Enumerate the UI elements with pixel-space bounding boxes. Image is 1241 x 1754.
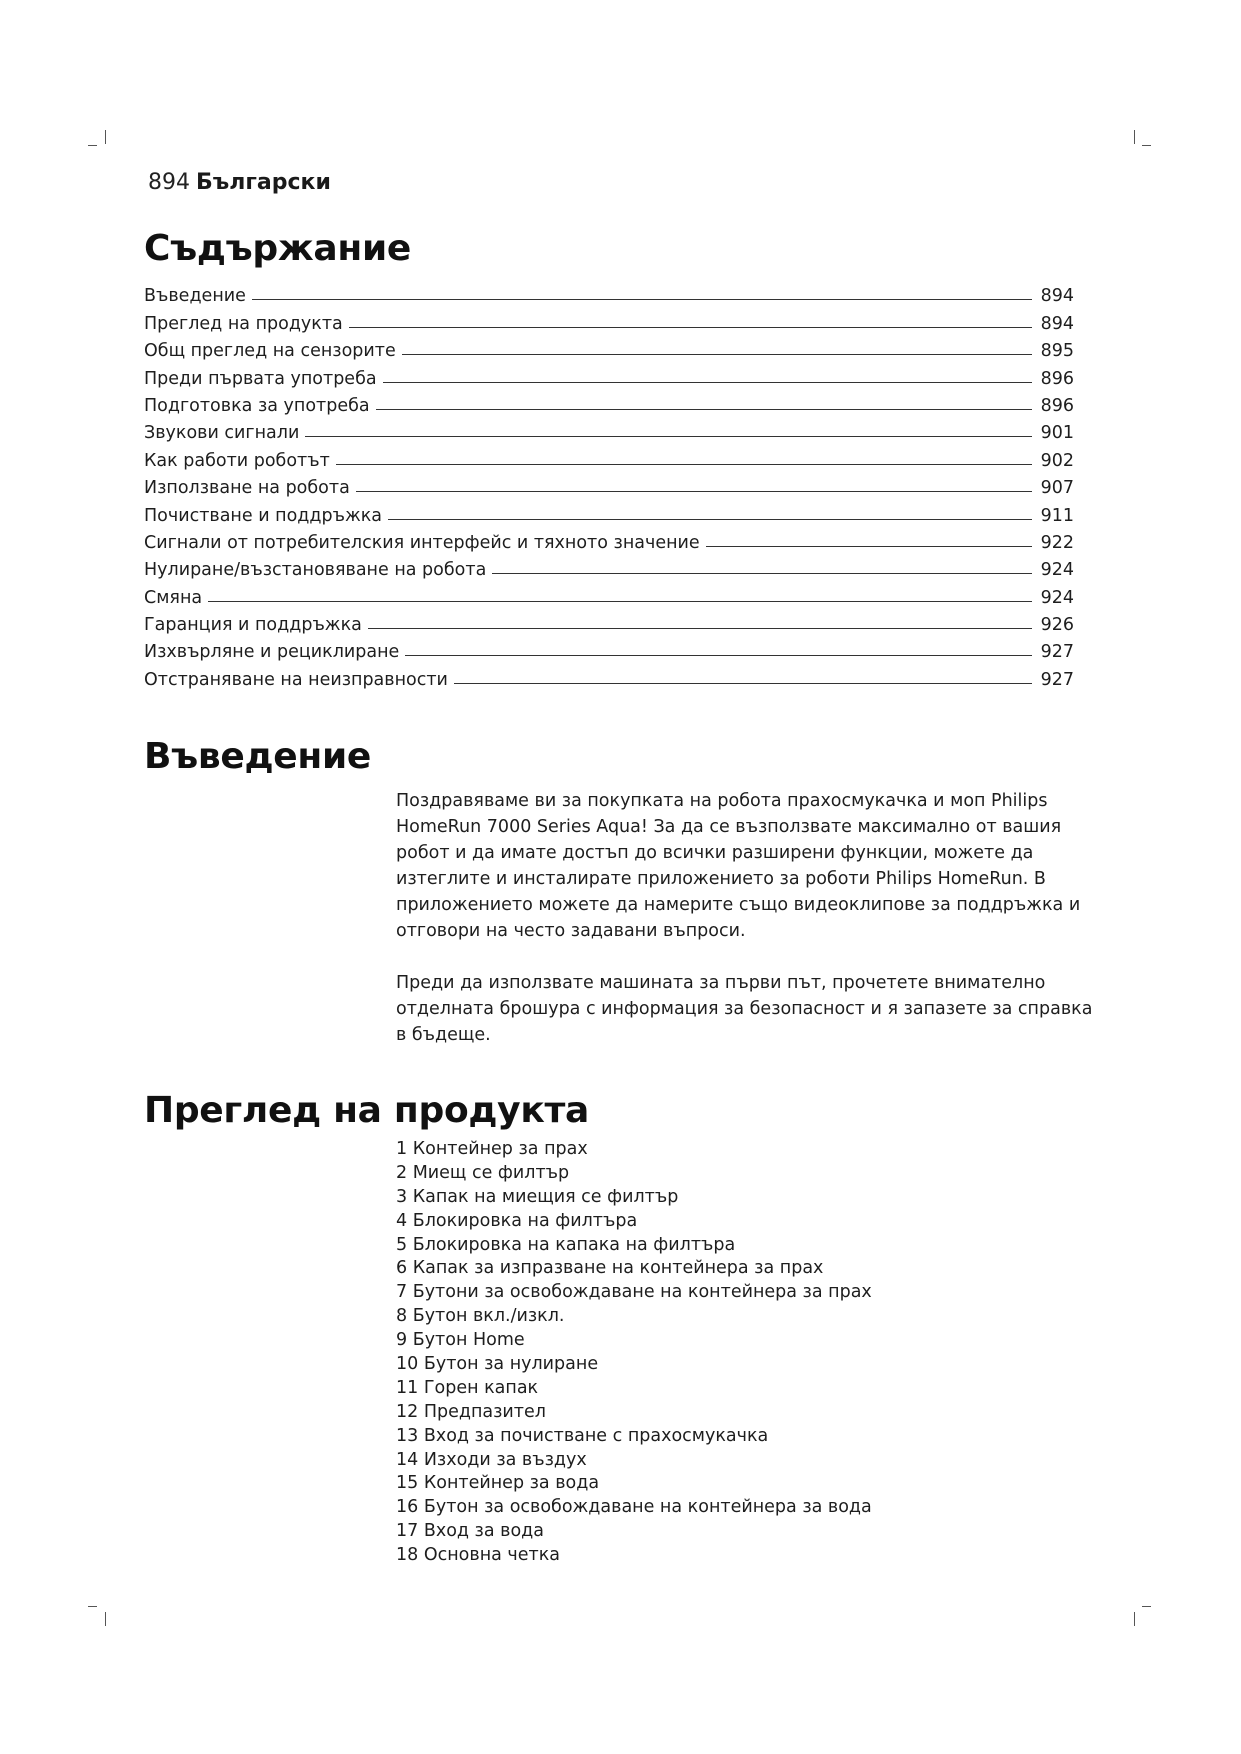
toc-leader-line: [388, 519, 1032, 520]
list-item: 5 Блокировка на капака на филтъра: [396, 1234, 736, 1255]
toc-entry[interactable]: [144, 443, 1074, 470]
toc-entry-page: 927: [1040, 669, 1074, 690]
toc-leader-line: [376, 409, 1032, 410]
toc-leader-line: [208, 601, 1032, 602]
toc-entry[interactable]: [144, 416, 1074, 443]
toc-entry-title: Гаранция и поддръжка: [144, 615, 362, 636]
toc-leader-line: [368, 628, 1032, 629]
toc-entry-title: Звукови сигнали: [144, 423, 300, 444]
crop-mark: [88, 145, 97, 146]
list-item: 12 Предпазител: [396, 1401, 546, 1422]
toc-entry[interactable]: [144, 498, 1074, 525]
list-item: 6 Капак за изпразване на контейнера за прах: [396, 1258, 824, 1279]
toc-entry[interactable]: [144, 389, 1074, 416]
toc-entry[interactable]: [144, 580, 1074, 607]
toc-entry-page: 894: [1040, 313, 1074, 334]
toc-leader-line: [492, 573, 1032, 574]
list-item: 11 Горен капак: [396, 1377, 539, 1398]
toc-entry-title: Отстраняване на неизправности: [144, 669, 448, 690]
toc-leader-line: [336, 464, 1032, 465]
intro-title: Въведение: [144, 736, 371, 777]
toc-entry-title: Преди първата употреба: [144, 368, 377, 389]
toc-entry-page: 907: [1040, 478, 1074, 499]
intro-paragraph: Преди да използвате машината за първи път, прочетете внимателно отделната брошура с информация за безопасност и я запазете за справка в бъдеще.: [396, 973, 1093, 1045]
toc-entry-title: Въведение: [144, 286, 246, 307]
intro-paragraph: Поздравяваме ви за покупката на робота прахосмукачка и моп Philips HomeRun 7000 Series Aqua! За да се възползвате максимално от вашия робот и да имате достъп до всички разширени функции, можете да изтеглите и инсталирате приложението за роботи Philips HomeRun. В приложението можете да намерите също видеоклипове за поддръжка и отговори на често задавани въпроси.: [396, 791, 1081, 941]
overview-title: Преглед на продукта: [144, 1090, 590, 1131]
parts-list: [396, 1138, 872, 1568]
toc-entry-page: 894: [1040, 286, 1074, 307]
list-item: 18 Основна четка: [396, 1545, 561, 1566]
toc-entry[interactable]: [144, 279, 1074, 306]
crop-mark: [1142, 1606, 1151, 1607]
toc-leader-line: [706, 546, 1032, 547]
toc-entry-title: Използване на робота: [144, 478, 350, 499]
toc-leader-line: [305, 436, 1032, 437]
toc-leader-line: [454, 683, 1032, 684]
toc-entry[interactable]: [144, 662, 1074, 689]
toc-entry-page: 901: [1040, 423, 1074, 444]
list-item: 17 Вход за вода: [396, 1521, 544, 1542]
crop-mark: [105, 130, 106, 144]
toc-entry-title: Изхвърляне и рециклиране: [144, 642, 400, 663]
list-item: 1 Контейнер за прах: [396, 1139, 588, 1159]
list-item: 16 Бутон за освобождаване на контейнера за вода: [396, 1497, 872, 1518]
toc-leader-line: [356, 491, 1032, 492]
toc-entry-page: 927: [1040, 642, 1074, 663]
toc-title: Съдържание: [144, 228, 412, 269]
crop-mark: [1134, 1612, 1135, 1626]
list-item: 10 Бутон за нулиране: [396, 1354, 599, 1375]
toc-entry-page: 924: [1040, 587, 1074, 608]
intro-body: [396, 788, 1108, 1074]
crop-mark: [105, 1612, 106, 1626]
language-label: Български: [196, 170, 331, 195]
list-item: 8 Бутон вкл./изкл.: [396, 1306, 565, 1327]
toc-leader-line: [252, 299, 1032, 300]
toc-entry-page: 902: [1040, 450, 1074, 471]
toc-entry-page: 911: [1040, 505, 1074, 526]
list-item: 13 Вход за почистване с прахосмукачка: [396, 1425, 769, 1446]
list-item: 9 Бутон Home: [396, 1330, 525, 1351]
toc-leader-line: [383, 382, 1032, 383]
toc-entry-title: Общ преглед на сензорите: [144, 341, 396, 362]
list-item: 7 Бутони за освобождаване на контейнера за прах: [396, 1282, 872, 1303]
list-item: 2 Миещ се филтър: [396, 1162, 570, 1183]
toc-entry[interactable]: [144, 553, 1074, 580]
toc-entry[interactable]: [144, 635, 1074, 662]
toc-entry-title: Преглед на продукта: [144, 313, 343, 334]
toc-entry-title: Сигнали от потребителския интерфейс и тяхното значение: [144, 532, 700, 553]
page-header: [148, 170, 331, 195]
toc-entry-title: Смяна: [144, 587, 203, 608]
crop-mark: [1134, 130, 1135, 144]
list-item: 14 Изходи за въздух: [396, 1449, 587, 1470]
toc-entry-title: Подготовка за употреба: [144, 395, 370, 416]
toc-entry-page: 895: [1040, 341, 1074, 362]
toc-entry-title: Нулиране/възстановяване на робота: [144, 560, 487, 581]
toc-entry[interactable]: [144, 471, 1074, 498]
toc-entry[interactable]: [144, 526, 1074, 553]
toc-entry[interactable]: [144, 306, 1074, 333]
toc-entry-page: 924: [1040, 560, 1074, 581]
toc-entry-page: 922: [1040, 532, 1074, 553]
toc-entry-title: Почистване и поддръжка: [144, 505, 383, 526]
table-of-contents: [144, 279, 1074, 690]
crop-mark: [1142, 145, 1151, 146]
toc-entry[interactable]: [144, 361, 1074, 388]
toc-entry-page: 896: [1040, 368, 1074, 389]
toc-entry-title: Как работи роботът: [144, 450, 330, 471]
page-number: 894: [148, 170, 190, 195]
list-item: 15 Контейнер за вода: [396, 1473, 600, 1494]
crop-mark: [88, 1606, 97, 1607]
toc-leader-line: [402, 354, 1032, 355]
toc-entry-page: 926: [1040, 615, 1074, 636]
list-item: 3 Капак на миещия се филтър: [396, 1186, 679, 1207]
toc-leader-line: [349, 327, 1032, 328]
list-item: 4 Блокировка на филтъра: [396, 1210, 638, 1231]
toc-entry-page: 896: [1040, 395, 1074, 416]
toc-leader-line: [405, 655, 1032, 656]
toc-entry[interactable]: [144, 608, 1074, 635]
toc-entry[interactable]: [144, 334, 1074, 361]
